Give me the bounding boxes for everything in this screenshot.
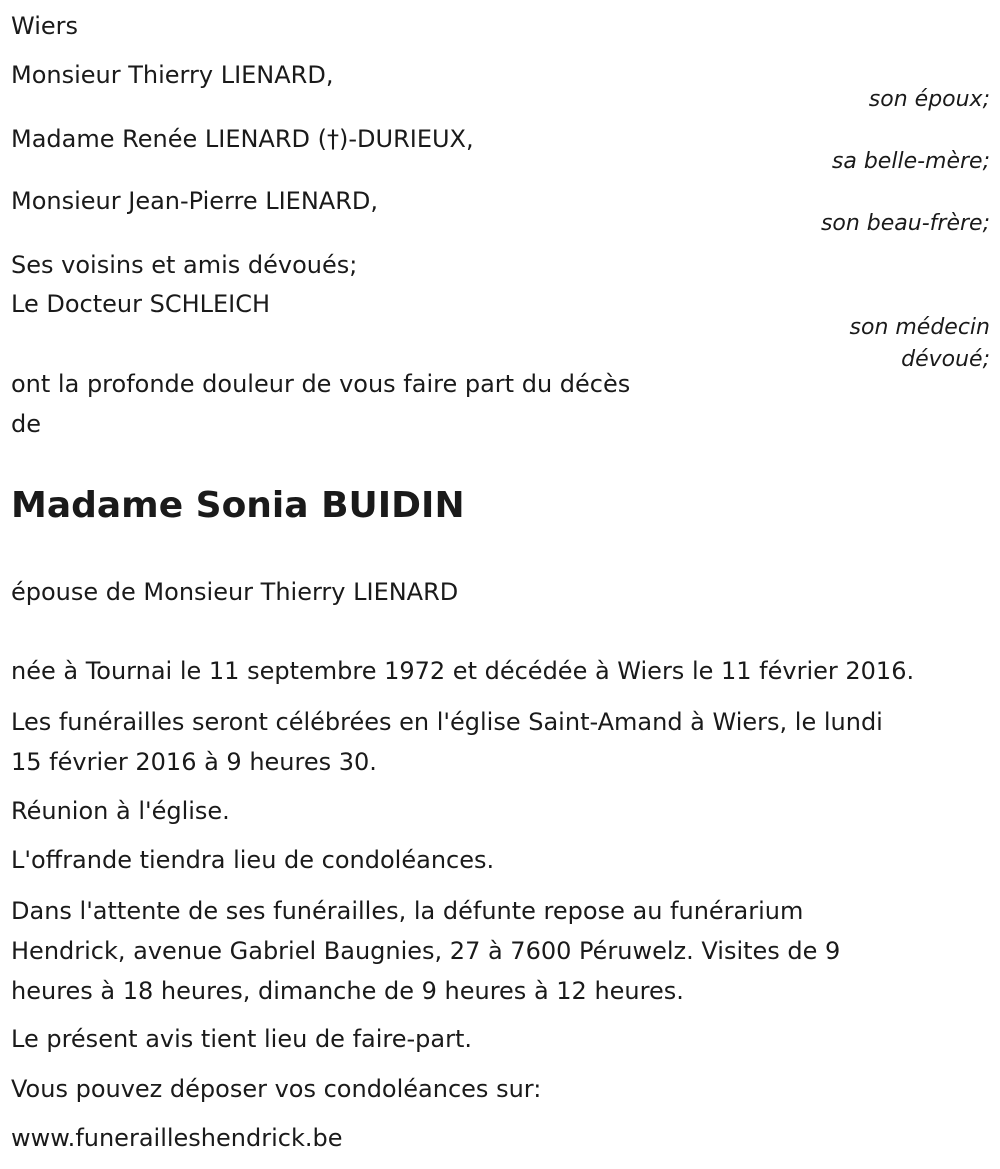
condolence-prompt: Vous pouvez déposer vos condoléances sur: [11,1075,542,1103]
meeting-line: Réunion à l'église. [11,797,230,825]
notice-note: Le présent avis tient lieu de faire-part. [11,1025,473,1053]
announcement-line: ont la profonde douleur de vous faire part du décès [11,370,631,398]
family-member-name: Monsieur Thierry LIENARD, [11,61,334,89]
family-member-relation: sa belle-mère; [831,149,990,174]
doctor-relation-line: dévoué; [901,347,990,372]
doctor-relation [850,312,990,376]
rest-line: Hendrick, avenue Gabriel Baugnies, 27 à 7600 Péruwelz. Visites de 9 [11,937,841,965]
announcement-line: de [11,410,41,438]
doctor-line: Le Docteur SCHLEICH [11,290,271,318]
website-link[interactable]: www.funerailleshendrick.be [11,1124,343,1152]
family-member-name: Madame Renée LIENARD (†)-DURIEUX, [11,125,474,153]
family-member-relation: son époux; [868,87,990,112]
family-member-relation: son beau-frère; [820,211,990,236]
family-member-name: Monsieur Jean-Pierre LIENARD, [11,187,378,215]
funeral-line: 15 février 2016 à 9 heures 30. [11,748,377,776]
deceased-name: Madame Sonia BUIDIN [11,485,465,526]
rest-paragraph [11,891,991,1011]
friends-line: Ses voisins et amis dévoués; [11,251,358,279]
offering-line: L'offrande tiendra lieu de condoléances. [11,846,495,874]
funeral-paragraph [11,702,991,782]
spouse-line: épouse de Monsieur Thierry LIENARD [11,578,459,606]
place-name: Wiers [11,12,79,40]
funeral-line: Les funérailles seront célébrées en l'église Saint-Amand à Wiers, le lundi [11,708,883,736]
rest-line: Dans l'attente de ses funérailles, la défunte repose au funérarium [11,897,804,925]
birth-death-line: née à Tournai le 11 septembre 1972 et décédée à Wiers le 11 février 2016. [11,657,915,685]
doctor-relation-line: son médecin [849,315,990,340]
rest-line: heures à 18 heures, dimanche de 9 heures à 12 heures. [11,977,684,1005]
